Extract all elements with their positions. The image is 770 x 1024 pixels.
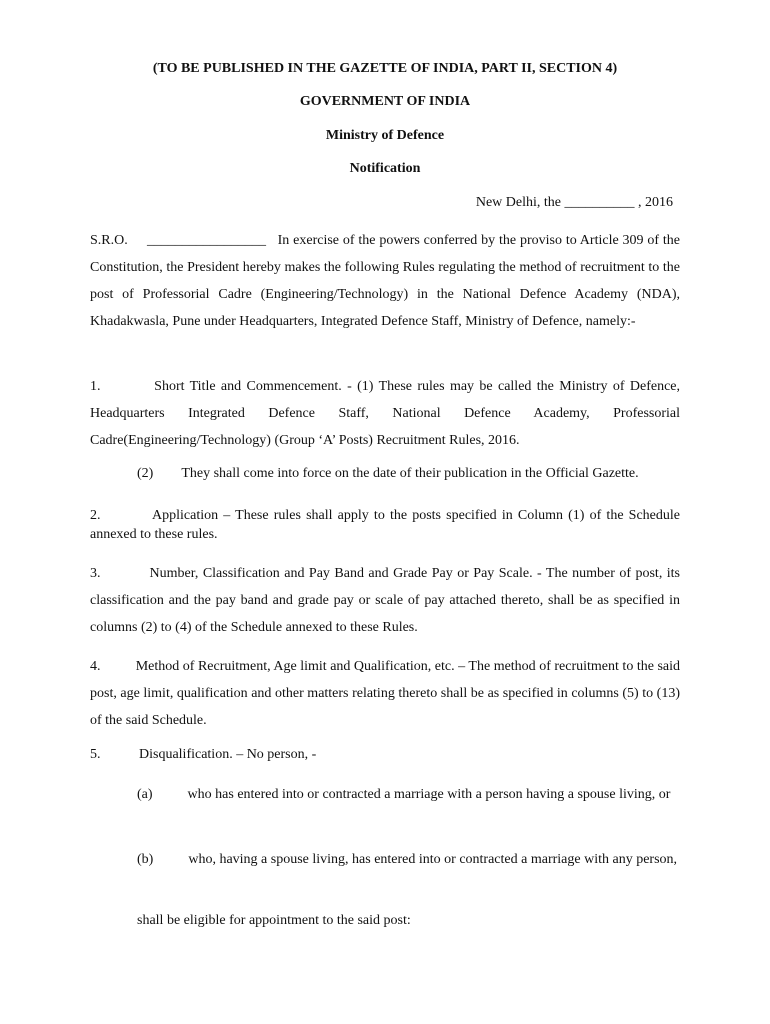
rule-2-number: 2.	[90, 508, 101, 523]
rule-1-number: 1.	[90, 379, 101, 394]
rule-1-sub-2-number: (2)	[137, 466, 154, 481]
sro-label: S.R.O.	[90, 233, 128, 248]
sro-preamble	[90, 227, 680, 335]
rule-3-text: Number, Classification and Pay Band and Grade Pay or Pay Scale. - The number of post, its classification and the pay band and grade pay or scale of pay attached thereto, shall be as specified in columns (2) to (4) of the Schedule annexed to these Rules.	[90, 566, 680, 635]
rule-4	[90, 653, 680, 734]
clause-a-label: (a)	[137, 787, 153, 802]
notification-heading: Notification	[349, 161, 421, 176]
rule-3-number: 3.	[90, 566, 101, 581]
rule-2	[90, 506, 680, 544]
rule-2-text: Application – These rules shall apply to the posts specified in Column (1) of the Schedule annexed to these rules.	[90, 508, 680, 542]
rule-5-clause-a	[137, 781, 680, 808]
rule-4-text: Method of Recruitment, Age limit and Qualification, etc. – The method of recruitment to the said post, age limit, qualification and other matters relating thereto shall be as specified in columns (5) to (13) of the said Schedule.	[90, 659, 681, 728]
rule-5-clause-b	[137, 846, 680, 873]
rule-5-text: Disqualification. – No person, -	[139, 747, 317, 762]
clause-b-label: (b)	[137, 852, 154, 867]
rule-5	[90, 747, 316, 763]
sro-blank: _________________	[147, 233, 267, 248]
rule-3	[90, 560, 680, 641]
rule-1-sub-2	[137, 466, 639, 482]
rule-1-sub-2-text: They shall come into force on the date of their publication in the Official Gazette.	[181, 466, 639, 481]
date-line: New Delhi, the __________ , 2016	[475, 195, 673, 210]
rule-1-text: Short Title and Commencement. - (1) These rules may be called the Ministry of Defence, Headquarters Integrated Defence Staff, National Defence Academy, Professorial Cadre(Engineering/Technology) (Group ‘A’ Posts) Recruitment Rules, 2016.	[90, 379, 680, 448]
rule-1	[90, 373, 680, 454]
government-heading: GOVERNMENT OF INDIA	[299, 94, 471, 109]
ministry-heading: Ministry of Defence	[325, 128, 445, 143]
rule-5-closing: shall be eligible for appointment to the said post:	[137, 913, 411, 928]
rule-4-number: 4.	[90, 659, 101, 674]
clause-a-text: who has entered into or contracted a marriage with a person having a spouse living, or	[187, 787, 671, 802]
preamble-text: In exercise of the powers conferred by the proviso to Article 309 of the Constitution, the President hereby makes the following Rules regulating the method of recruitment to the post of Professorial Cadre (Engineering/Technology) in the National Defence Academy (NDA), Khadakwasla, Pune under Headquarters, Integrated Defence Staff, Ministry of Defence, namely:-	[90, 233, 681, 329]
rule-5-number: 5.	[90, 747, 101, 762]
gazette-heading: (TO BE PUBLISHED IN THE GAZETTE OF INDIA, PART II, SECTION 4)	[152, 61, 618, 76]
clause-b-text: who, having a spouse living, has entered into or contracted a marriage with any person,	[188, 852, 678, 867]
